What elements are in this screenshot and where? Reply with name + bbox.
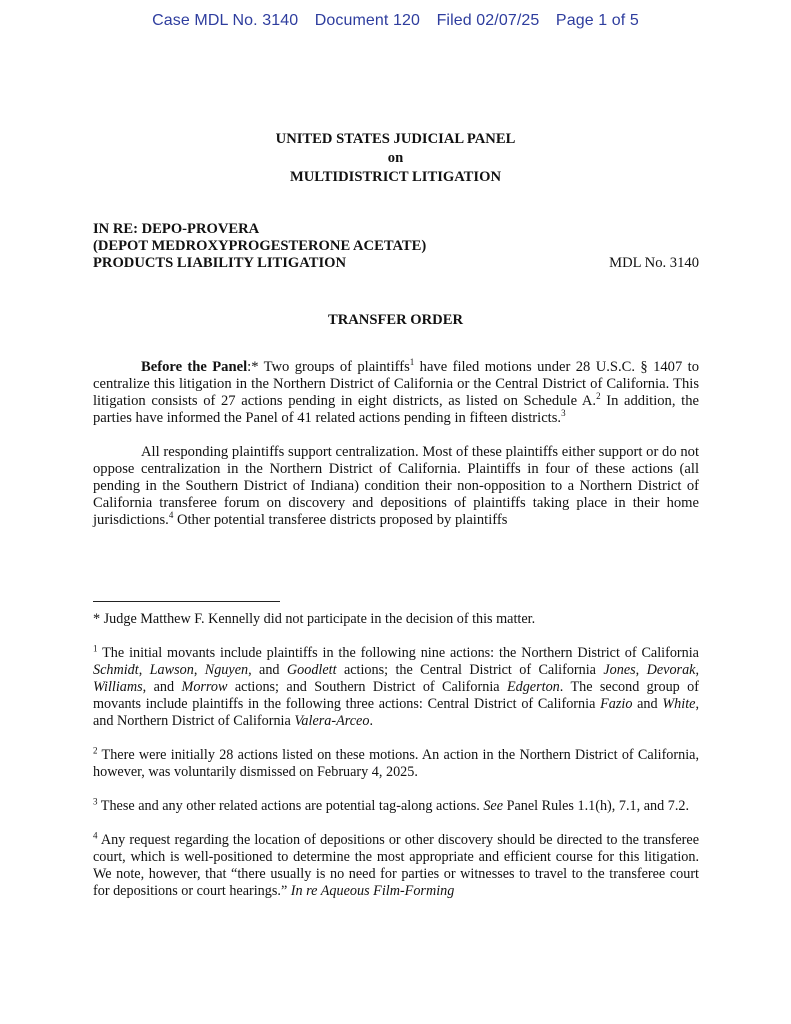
- footnote-1-number: 1: [93, 643, 98, 654]
- caption-line1: IN RE: DEPO-PROVERA: [93, 221, 260, 237]
- fn1-text: . The second group of movants include plaintiffs in the following three actions: Central District of California: [93, 679, 699, 712]
- fn1-text: ,: [635, 662, 647, 678]
- case-name: Devorak: [646, 662, 696, 678]
- footnote-divider: [93, 601, 280, 602]
- footnote-ref-3: 3: [561, 408, 566, 419]
- case-name: Morrow: [181, 679, 228, 695]
- case-name: Williams: [93, 679, 143, 695]
- paragraph-1-text-b: have filed motions under 28 U.S.C. § 1407 to centralize this litigation in the Northern District of California or the Central District of California. This litigation consists of 27 actions pending in eight districts, as listed on Schedule A.: [93, 359, 699, 409]
- footnote-4: [93, 832, 699, 900]
- case-citation: In re Aqueous Film-Forming: [290, 883, 455, 899]
- paragraph-1-text-a: :* Two groups of plaintiffs: [247, 359, 410, 375]
- court-title: [0, 130, 791, 187]
- footnote-ref-1: 1: [409, 357, 415, 368]
- fn4-text: Any request regarding the location of depositions or other discovery should be directed to the transferee court, which is well-positioned to determine the most appropriate and efficient course for this litigation. We note, however, that “there usually is no need for parties or witnesses to travel to the transferee court for depositions or court hearings.”: [93, 832, 699, 899]
- mdl-number: MDL No. 3140: [609, 255, 699, 271]
- case-name: Lawson: [149, 662, 194, 678]
- court-title-line1: UNITED STATES JUDICIAL PANEL: [275, 131, 516, 147]
- footnote-1: [93, 645, 699, 730]
- case-name: White: [662, 696, 696, 712]
- footnote-2-number: 2: [93, 745, 98, 756]
- footnote-3: [93, 798, 699, 815]
- case-number: Case MDL No. 3140: [152, 12, 299, 29]
- footnote-star: * Judge Matthew F. Kennelly did not participate in the decision of this matter.: [93, 611, 536, 627]
- fn1-text: ,: [138, 662, 150, 678]
- filed-date: Filed 02/07/25: [436, 12, 540, 29]
- document-number: Document 120: [314, 12, 421, 29]
- court-title-line3: MULTIDISTRICT LITIGATION: [289, 169, 501, 185]
- case-name: Jones: [603, 662, 636, 678]
- fn1-text: actions; the Central District of California: [336, 662, 604, 678]
- court-title-line2: on: [387, 150, 404, 166]
- fn3-text: Panel Rules 1.1(h), 7.1, and 7.2.: [503, 798, 690, 814]
- case-name: Valera-Arceo: [294, 713, 370, 729]
- footnotes: [93, 611, 699, 917]
- fn1-text: .: [369, 713, 373, 729]
- case-name: Schmidt: [93, 662, 139, 678]
- footnote-ref-4: 4: [168, 510, 174, 521]
- paragraph-1-text-c: In addition, the parties have informed the Panel of 41 related actions pending in fifteen districts.: [93, 393, 699, 426]
- footnote-2: [93, 747, 699, 781]
- case-name: Goodlett: [286, 662, 337, 678]
- case-name: Nguyen: [204, 662, 249, 678]
- case-name: Fazio: [600, 696, 633, 712]
- paragraph-2-text-b: Other potential transferee districts proposed by plaintiffs: [173, 512, 508, 528]
- fn1-text: ,: [193, 662, 205, 678]
- paragraph-2: [93, 444, 699, 529]
- caption-line3: PRODUCTS LIABILITY LITIGATION: [93, 255, 347, 271]
- caption-line2: (DEPOT MEDROXYPROGESTERONE ACETATE): [93, 238, 427, 254]
- order-body: [93, 359, 699, 546]
- fn1-text: , and Northern District of California: [93, 696, 699, 729]
- order-title: TRANSFER ORDER: [327, 312, 463, 328]
- footnote-3-number: 3: [93, 796, 98, 807]
- fn1-text: , and: [248, 662, 287, 678]
- footnote-ref-2: 2: [596, 391, 601, 402]
- page-header-stamp: [0, 12, 791, 30]
- page-indicator: Page 1 of 5: [555, 12, 639, 29]
- paragraph-2-text-a: All responding plaintiffs support centralization. Most of these plaintiffs either support or do not oppose centralization in the Northern District of California. Plaintiffs in four of these actions (all pending in the Southern District of Indiana) condition their non-opposition to a Northern District of California transferee forum on discovery and depositions of plaintiffs taking place in their home jurisdictions.: [93, 444, 699, 528]
- paragraph-1-lead: Before the Panel: [141, 359, 248, 375]
- fn1-text: The initial movants include plaintiffs in the following nine actions: the Northern District of California: [97, 645, 699, 661]
- case-name: Edgerton: [506, 679, 560, 695]
- paragraph-1: [93, 359, 699, 427]
- citation-signal: See: [483, 798, 504, 814]
- fn2-text: There were initially 28 actions listed on these motions. An action in the Northern District of California, however, was voluntarily dismissed on February 4, 2025.: [93, 747, 699, 780]
- case-caption: [93, 221, 699, 272]
- fn1-text: and: [632, 696, 663, 712]
- fn1-text: actions; and Southern District of California: [227, 679, 507, 695]
- fn1-text: ,: [695, 662, 700, 678]
- footnote-4-number: 4: [93, 830, 98, 841]
- fn3-text: These and any other related actions are potential tag-along actions.: [97, 798, 484, 814]
- fn1-text: , and: [142, 679, 182, 695]
